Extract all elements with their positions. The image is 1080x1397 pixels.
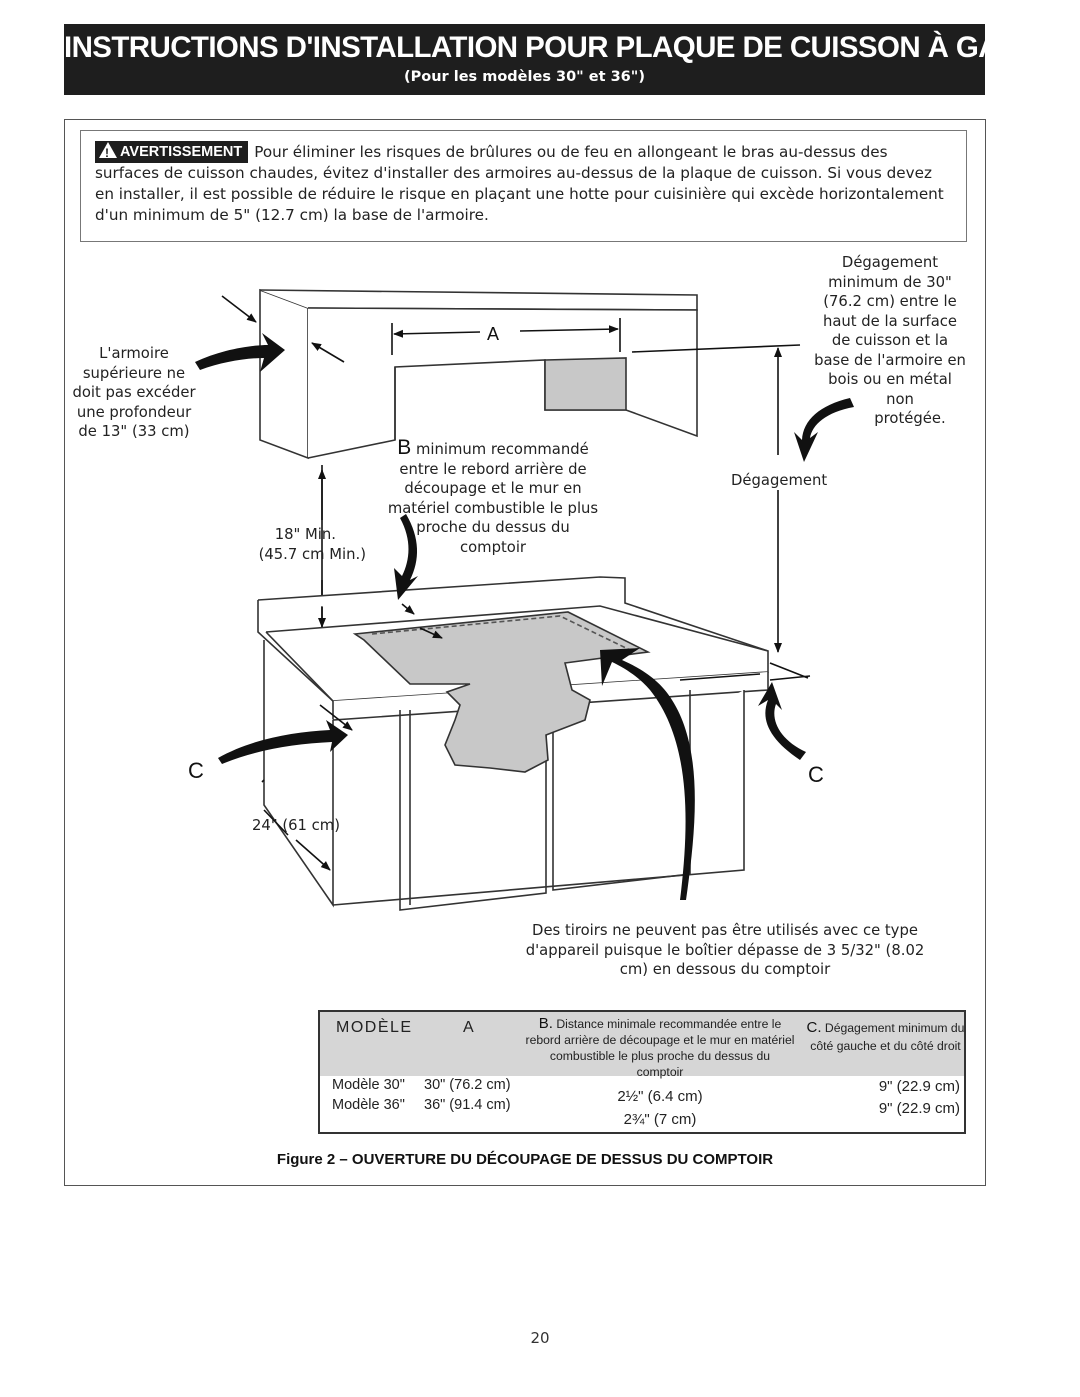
table-row-c: 9" (22.9 cm) xyxy=(878,1100,960,1117)
warning-badge: !AVERTISSEMENT xyxy=(95,141,248,163)
label-c-right: C xyxy=(808,762,824,787)
header-model: MODÈLE xyxy=(336,1019,413,1036)
upper-cabinet xyxy=(260,290,308,458)
page-subtitle: (Pour les modèles 30" et 36") xyxy=(404,69,645,85)
page-title: INSTRUCTIONS D'INSTALLATION POUR PLAQUE DE CUISSON À GAZ xyxy=(64,31,1017,64)
table-row-model: Modèle 36" xyxy=(332,1097,405,1113)
figure-caption: Figure 2 – OUVERTURE DU DÉCOUPAGE DE DESSUS DU COMPTOIR xyxy=(276,1151,774,1168)
clearance-30-label: Dégagement minimum de 30" (76.2 cm) entre le haut de la surface de cuisson et la base de l'armoire en bois ou en métal non protégée. xyxy=(814,254,966,427)
cabinet-inner-shade xyxy=(545,358,626,410)
drawers-note: Des tiroirs ne peuvent pas être utilisés avec ce type d'appareil puisque le boîtier dépasse de 3 5/32" (8.02 cm) en dessous du comptoir xyxy=(525,922,925,978)
header-b: B. Distance minimale recommandée entre le rebord arrière de découpage et le mur en matériel combustible le plus proche du dessus du comptoir xyxy=(525,1015,795,1079)
model-table xyxy=(318,1010,966,1134)
label-a: A xyxy=(487,324,500,344)
header-c: C. Dégagement minimum du côté gauche et du côté droit xyxy=(806,1019,965,1053)
armoire-depth-label: L'armoire supérieure ne doit pas excéder une profondeur de 13" (33 cm) xyxy=(72,345,196,440)
table-row-a: 36" (91.4 cm) xyxy=(424,1097,511,1113)
label-c-left: C xyxy=(188,758,204,783)
table-row-model: Modèle 30" xyxy=(332,1077,405,1093)
page-number: 20 xyxy=(530,1329,550,1347)
depth-24-label: 24" (61 cm) xyxy=(252,817,340,834)
label-b-text: B minimum recommandé entre le rebord arrière de découpage et le mur en matériel combustible le plus proche du dessus du comptoir xyxy=(387,436,599,556)
table-row-a: 30" (76.2 cm) xyxy=(424,1077,511,1093)
min-18-label: 18" Min. (45.7 cm Min.) xyxy=(258,526,366,563)
clearance-label: Dégagement xyxy=(731,472,828,489)
table-row-c: 9" (22.9 cm) xyxy=(878,1078,960,1095)
header-a: A xyxy=(463,1019,474,1036)
warning-text: Pour éliminer les risques de brûlures ou de feu en allongeant le bras au-dessus des surfaces de cuisson chaudes, évitez d'installer des armoires au-dessus de la plaque de cuisson. Si vous devez en installer, il est possible de réduire le risque en plaçant une hotte pour cuisinière qui excède horizontalement d'un minimum de 5" (12.7 cm) la base de l'armoire. xyxy=(95,143,944,224)
table-row-b: 2½" (6.4 cm) xyxy=(617,1088,703,1105)
c-right-arrow-icon xyxy=(758,682,806,760)
table-row-b: 2¾" (7 cm) xyxy=(623,1111,697,1128)
label-b: B xyxy=(397,436,412,459)
